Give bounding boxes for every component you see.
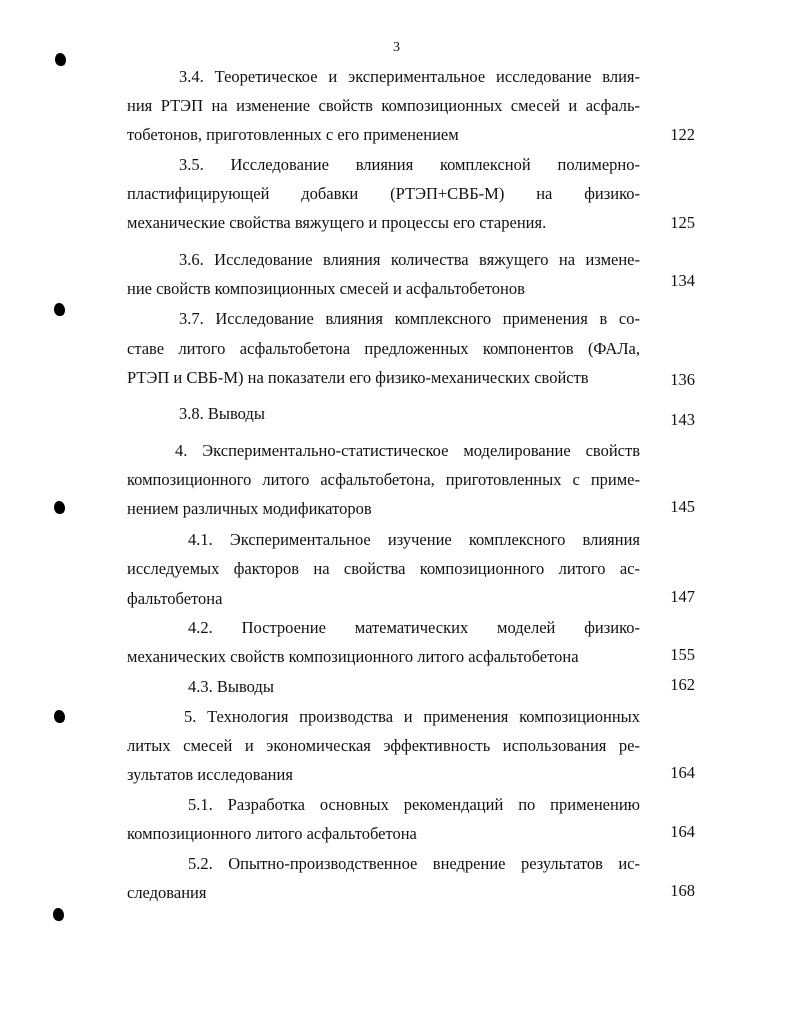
toc-page-number: 136: [670, 370, 695, 389]
page-number: 3: [393, 40, 400, 55]
toc-line: 3.6. Исследование влияния количества вяжущего на измене-: [179, 250, 640, 269]
toc-line: ния РТЭП на изменение свойств композиционных смесей и асфаль-: [127, 96, 640, 115]
toc-line: РТЭП и СВБ-М) на показатели его физико-механических свойств: [127, 368, 589, 387]
toc-line: 5. Технология производства и применения композиционных: [184, 707, 640, 726]
binder-hole-mark: [53, 908, 64, 921]
toc-line: 3.4. Теоретическое и экспериментальное исследование влия-: [179, 67, 640, 86]
toc-page-number: 147: [670, 587, 695, 606]
toc-line: 3.7. Исследование влияния комплексного применения в со-: [179, 309, 640, 328]
binder-hole-mark: [54, 303, 65, 316]
toc-line: 4.1. Экспериментальное изучение комплексного влияния: [188, 530, 640, 549]
toc-line: литых смесей и экономическая эффективность использования ре-: [127, 736, 640, 755]
toc-line: 3.8. Выводы: [179, 404, 265, 423]
toc-page-number: 162: [670, 675, 695, 694]
toc-page-number: 145: [670, 497, 695, 516]
toc-line: пластифицирующей добавки (РТЭП+СВБ-М) на физико-: [127, 184, 640, 203]
binder-hole-mark: [54, 501, 65, 514]
toc-line: ние свойств композиционных смесей и асфальтобетонов: [127, 279, 525, 298]
toc-line: следования: [127, 883, 207, 902]
toc-page-number: 164: [670, 822, 695, 841]
toc-line: исследуемых факторов на свойства композиционного литого ас-: [127, 559, 640, 578]
toc-page-number: 134: [670, 271, 695, 290]
toc-line: зультатов исследования: [127, 765, 293, 784]
toc-line: композиционного литого асфальтобетона, приготовленных с приме-: [127, 470, 640, 489]
toc-line: тобетонов, приготовленных с его применением: [127, 125, 459, 144]
binder-hole-mark: [54, 710, 65, 723]
binder-hole-mark: [55, 53, 66, 66]
toc-line: ставе литого асфальтобетона предложенных компонентов (ФАЛа,: [127, 339, 640, 358]
toc-line: фальтобетона: [127, 589, 223, 608]
toc-page-number: 164: [670, 763, 695, 782]
toc-line: механических свойств композиционного литого асфальтобетона: [127, 647, 579, 666]
toc-line: нением различных модификаторов: [127, 499, 372, 518]
toc-page-number: 155: [670, 645, 695, 664]
toc-page-number: 122: [670, 125, 695, 144]
toc-page-number: 143: [670, 410, 695, 429]
toc-line: механические свойства вяжущего и процессы его старения.: [127, 213, 547, 232]
toc-page-number: 125: [670, 213, 695, 232]
toc-line: 3.5. Исследование влияния комплексной полимерно-: [179, 155, 640, 174]
toc-line: композиционного литого асфальтобетона: [127, 824, 417, 843]
toc-line: 4. Экспериментально-статистическое моделирование свойств: [175, 441, 640, 460]
toc-line: 4.2. Построение математических моделей физико-: [188, 618, 640, 637]
toc-line: 5.1. Разработка основных рекомендаций по применению: [188, 795, 640, 814]
toc-line: 5.2. Опытно-производственное внедрение результатов ис-: [188, 854, 640, 873]
toc-line: 4.3. Выводы: [188, 677, 274, 696]
toc-page-number: 168: [670, 881, 695, 900]
